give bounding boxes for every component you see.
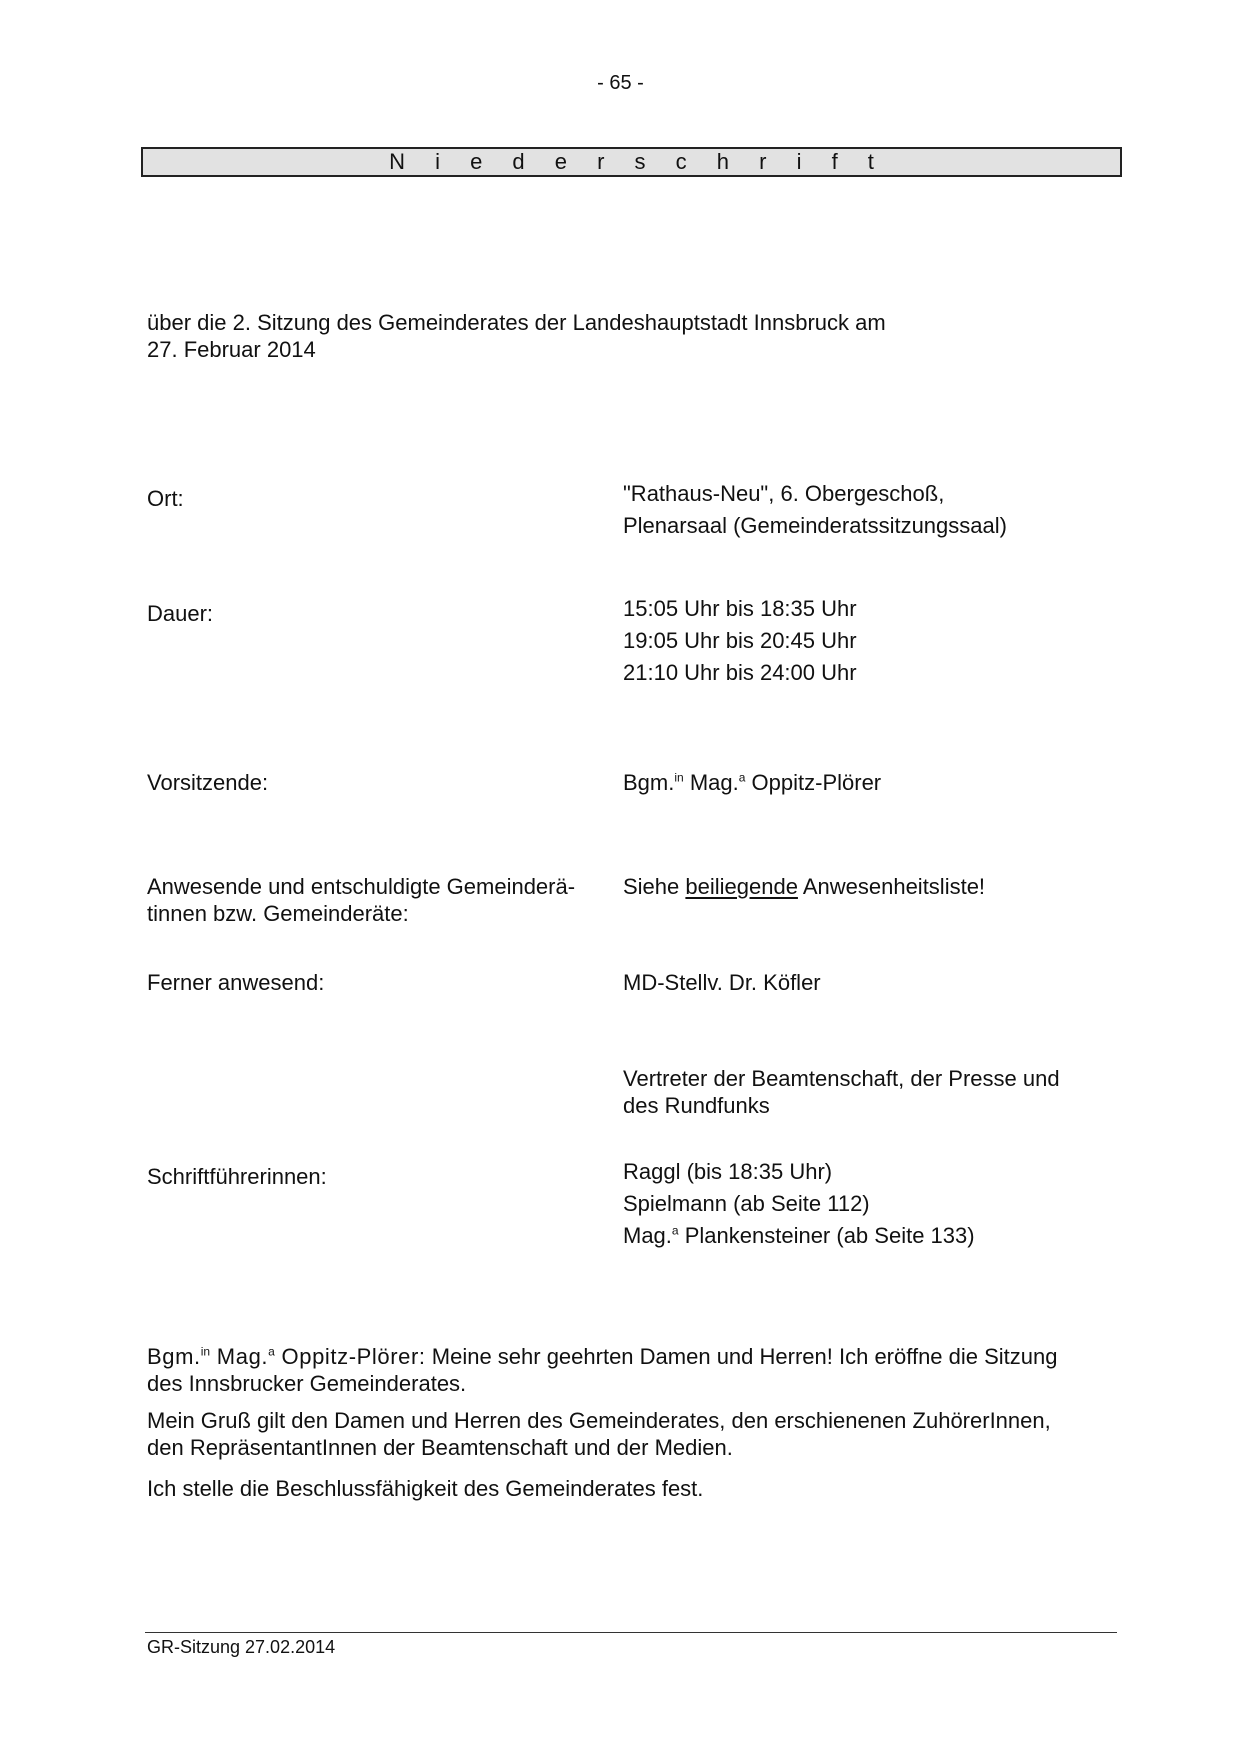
dauer-line-3: 21:10 Uhr bis 24:00 Uhr	[623, 660, 857, 685]
speaker-bgm-sup: in	[200, 1344, 211, 1359]
ferner-label: Ferner anwesend:	[147, 970, 325, 995]
schrift-value	[623, 1156, 1093, 1252]
schrift-line-3-sup: a	[671, 1223, 679, 1238]
paragraph-opening	[147, 1343, 1107, 1397]
footer-text: GR-Sitzung 27.02.2014	[147, 1637, 336, 1657]
anwesende-link[interactable]: beiliegende	[685, 874, 798, 899]
ort-line-1: "Rathaus-Neu", 6. Obergeschoß,	[623, 481, 945, 506]
page-number: - 65 -	[597, 72, 644, 94]
paragraph-quorum: Ich stelle die Beschlussfähigkeit des Gemeinderates fest.	[147, 1476, 704, 1501]
anwesende-label-line-1: Anwesende und entschuldigte Gemeinderä-	[147, 874, 576, 899]
intro-text	[147, 309, 1087, 363]
schrift-line-2: Spielmann (ab Seite 112)	[623, 1191, 870, 1216]
ferner-value-2-line-1: Vertreter der Beamtenschaft, der Presse und	[623, 1066, 1060, 1091]
paragraph-opening-text-1: Meine sehr geehrten Damen und Herren! Ich eröffne die Sitzung	[425, 1344, 1058, 1369]
ferner-value-1: MD-Stellv. Dr. Köfler	[623, 970, 821, 995]
schrift-label: Schriftführerinnen:	[147, 1164, 327, 1189]
ort-line-2: Plenarsaal (Gemeinderatssitzungssaal)	[623, 513, 1007, 538]
schrift-line-3-mag: Mag.	[623, 1223, 672, 1248]
vorsitzende-name: Oppitz-Plörer	[745, 770, 882, 795]
anwesende-value-post: Anwesenheitsliste!	[797, 874, 986, 899]
vorsitzende-mag-sup: a	[738, 770, 746, 785]
ferner-value-2	[623, 1065, 1093, 1119]
intro-line-2: 27. Februar 2014	[147, 337, 316, 362]
paragraph-greeting-line-2: den RepräsentantInnen der Beamtenschaft und der Medien.	[147, 1435, 733, 1460]
schrift-line-3	[623, 1220, 1093, 1252]
paragraph-greeting	[147, 1407, 1107, 1461]
paragraph-opening-line-2: des Innsbrucker Gemeinderates.	[147, 1371, 467, 1396]
document-title-box	[141, 147, 1122, 177]
speaker-mag: Mag.	[210, 1344, 269, 1369]
dauer-line-2: 19:05 Uhr bis 20:45 Uhr	[623, 628, 857, 653]
vorsitzende-label: Vorsitzende:	[147, 770, 269, 795]
speaker-name: Oppitz-Plörer:	[274, 1344, 426, 1369]
vorsitzende-value	[623, 769, 1093, 796]
intro-line-1: über die 2. Sitzung des Gemeinderates der Landeshauptstadt Innsbruck am	[147, 310, 886, 335]
speaker-bgm: Bgm.	[147, 1344, 201, 1369]
ferner-value-2-line-2: des Rundfunks	[623, 1093, 770, 1118]
schrift-line-3-rest: Plankensteiner (ab Seite 133)	[678, 1223, 975, 1248]
anwesende-value	[623, 873, 1093, 900]
dauer-label: Dauer:	[147, 601, 214, 626]
schrift-line-1: Raggl (bis 18:35 Uhr)	[623, 1159, 833, 1184]
anwesende-value-pre: Siehe	[623, 874, 686, 899]
anwesende-label	[147, 873, 617, 927]
document-title: N i e d e r s c h r i f t	[389, 149, 886, 174]
ort-label: Ort:	[147, 486, 184, 511]
vorsitzende-mag: Mag.	[683, 770, 739, 795]
dauer-value	[623, 593, 1093, 689]
vorsitzende-bgm-sup: in	[674, 770, 684, 785]
ort-value	[623, 478, 1093, 542]
vorsitzende-bgm: Bgm.	[623, 770, 675, 795]
anwesende-label-line-2: tinnen bzw. Gemeinderäte:	[147, 901, 409, 926]
footer-divider	[145, 1632, 1117, 1633]
paragraph-greeting-line-1: Mein Gruß gilt den Damen und Herren des Gemeinderates, den erschienenen ZuhörerInnen,	[147, 1408, 1051, 1433]
speaker-mag-sup: a	[268, 1344, 275, 1359]
dauer-line-1: 15:05 Uhr bis 18:35 Uhr	[623, 596, 857, 621]
paragraph-opening-line-1	[147, 1343, 1107, 1370]
